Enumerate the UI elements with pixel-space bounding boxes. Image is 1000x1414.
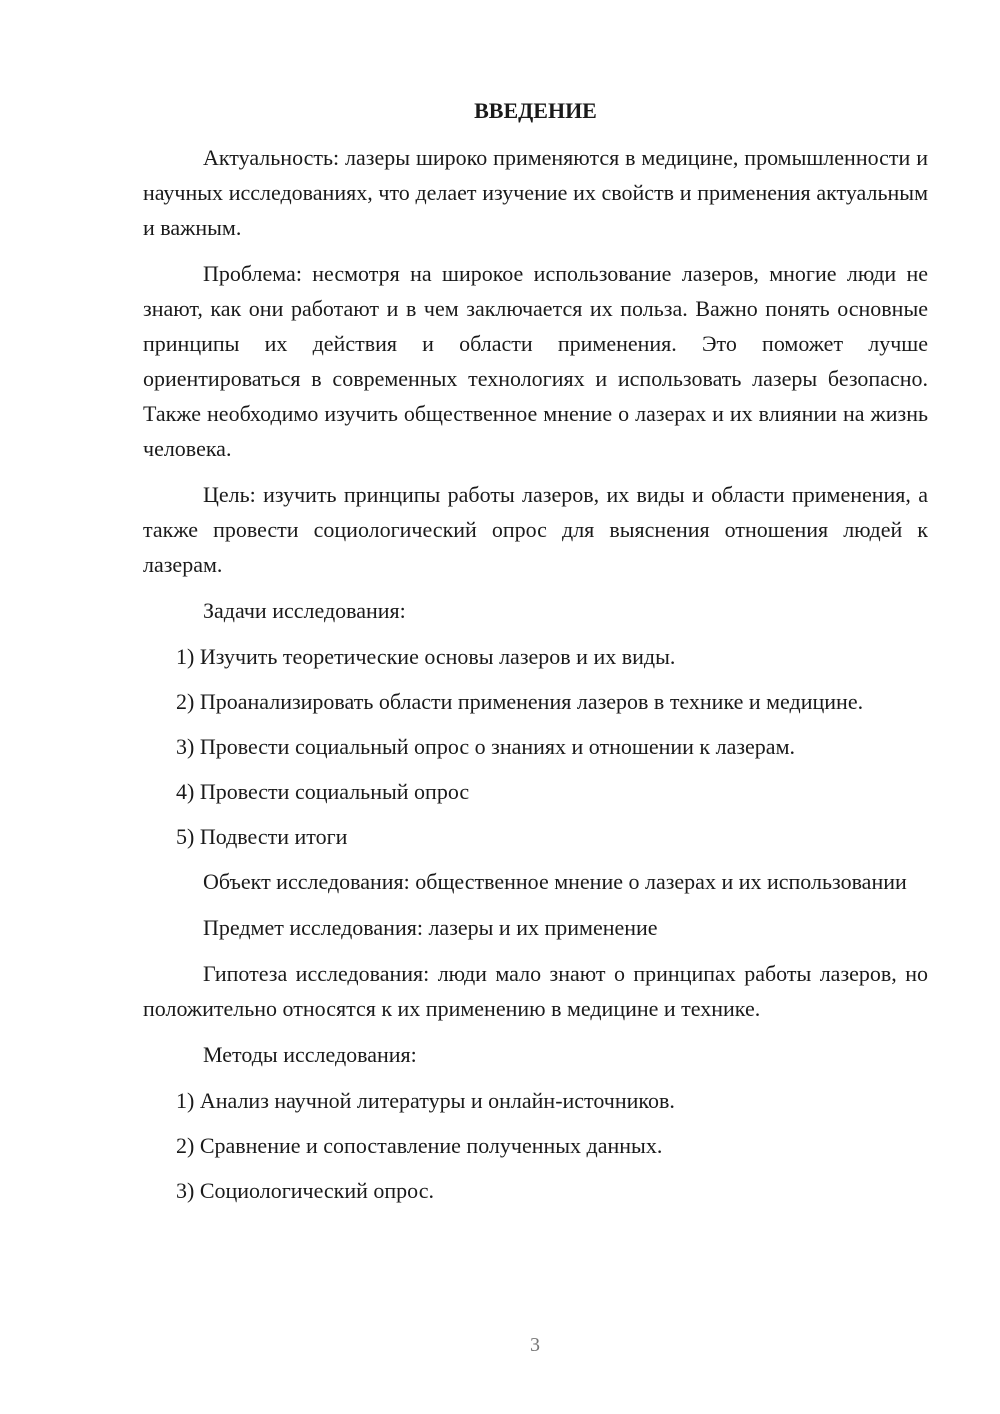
method-item: 2) Сравнение и сопоставление полученных данных. [176,1133,663,1158]
page-title: ВВЕДЕНИЕ [474,98,597,123]
methods-heading: Методы исследования: [203,1042,417,1067]
method-item: 3) Социологический опрос. [176,1178,434,1203]
tasks-heading: Задачи исследования: [203,598,406,623]
method-item: 1) Анализ научной литературы и онлайн-источников. [176,1088,675,1113]
task-item: 2) Проанализировать области применения лазеров в технике и медицине. [176,689,864,714]
hypothesis-paragraph: Гипотеза исследования: люди мало знают о принципах работы лазеров, но положительно относятся к их применению в медицине и технике. [143,961,928,1021]
task-item: 1) Изучить теоретические основы лазеров и их виды. [176,644,676,669]
goal-paragraph: Цель: изучить принципы работы лазеров, их виды и области применения, а также провести социологический опрос для выяснения отношения людей к лазерам. [143,482,928,577]
task-item: 5) Подвести итоги [176,824,348,849]
relevance-paragraph: Актуальность: лазеры широко применяются в медицине, промышленности и научных исследованиях, что делает изучение их свойств и применения актуальным и важным. [143,145,928,240]
task-item: 3) Провести социальный опрос о знаниях и отношении к лазерам. [176,734,795,759]
subject-paragraph: Предмет исследования: лазеры и их применение [203,915,658,940]
document-page [143,96,928,1218]
page-number: 3 [530,1334,540,1356]
problem-paragraph: Проблема: несмотря на широкое использование лазеров, многие люди не знают, как они работают и в чем заключается их польза. Важно понять основные принципы их действия и области применения. Это поможет лучше ориентироваться в современных технологиях и использовать лазеры безопасно. Также необходимо изучить общественное мнение о лазерах и их влиянии на жизнь человека. [143,261,928,461]
object-paragraph: Объект исследования: общественное мнение о лазерах и их использовании [203,869,907,894]
task-item: 4) Провести социальный опрос [176,779,470,804]
